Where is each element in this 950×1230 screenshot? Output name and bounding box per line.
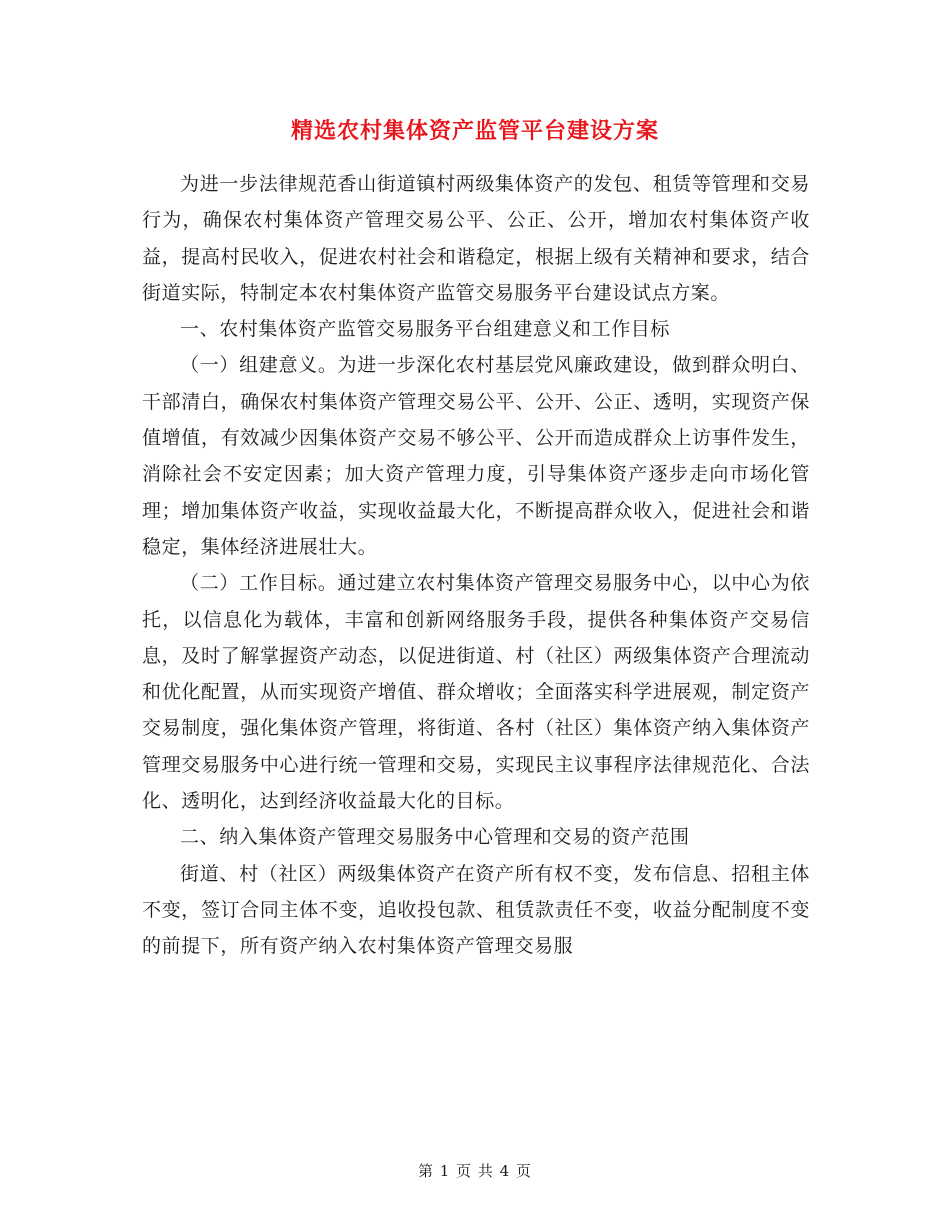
section-heading-1: 一、农村集体资产监管交易服务平台组建意义和工作目标 — [180, 318, 671, 341]
document-title: 精选农村集体资产监管平台建设方案 — [290, 118, 659, 144]
document-body — [142, 166, 810, 965]
paragraph-asset-scope: 街道、村（社区）两级集体资产在资产所有权不变，发布信息、招租主体不变，签订合同主体不变，追收投包款、租赁款责任不变，收益分配制度不变的前提下，所有资产纳入农村集体资产管理交易服 — [142, 862, 810, 958]
paragraph-significance: （一）组建意义。为进一步深化农村基层党风廉政建设，做到群众明白、干部清白，确保农村集体资产管理交易公平、公开、公正、透明，实现资产保值增值，有效减少因集体资产交易不够公平、公开而造成群众上访事件发生，消除社会不安定因素；加大资产管理力度，引导集体资产逐步走向市场化管理；增加集体资产收益，实现收益最大化，不断提高群众收入，促进社会和谐稳定，集体经济进展壮大。 — [142, 354, 810, 558]
paragraph-intro: 为进一步法律规范香山街道镇村两级集体资产的发包、租赁等管理和交易行为，确保农村集体资产管理交易公平、公正、公开，增加农村集体资产收益，提高村民收入，促进农村社会和谐稳定，根据上级有关精神和要求，结合街道实际，特制定本农村集体资产监管交易服务平台建设试点方案。 — [142, 173, 810, 304]
section-heading-2: 二、纳入集体资产管理交易服务中心管理和交易的资产范围 — [180, 826, 690, 849]
paragraph-goals: （二）工作目标。通过建立农村集体资产管理交易服务中心，以中心为依托，以信息化为载体，丰富和创新网络服务手段，提供各种集体资产交易信息，及时了解掌握资产动态，以促进街道、村（社区）两级集体资产合理流动和优化配置，从而实现资产增值、群众增收；全面落实科学进展观，制定资产交易制度，强化集体资产管理，将街道、各村（社区）集体资产纳入集体资产管理交易服务中心进行统一管理和交易，实现民主议事程序法律规范化、合法化、透明化，达到经济收益最大化的目标。 — [142, 572, 810, 813]
page-number: 第 1 页 共 4 页 — [418, 1162, 532, 1180]
